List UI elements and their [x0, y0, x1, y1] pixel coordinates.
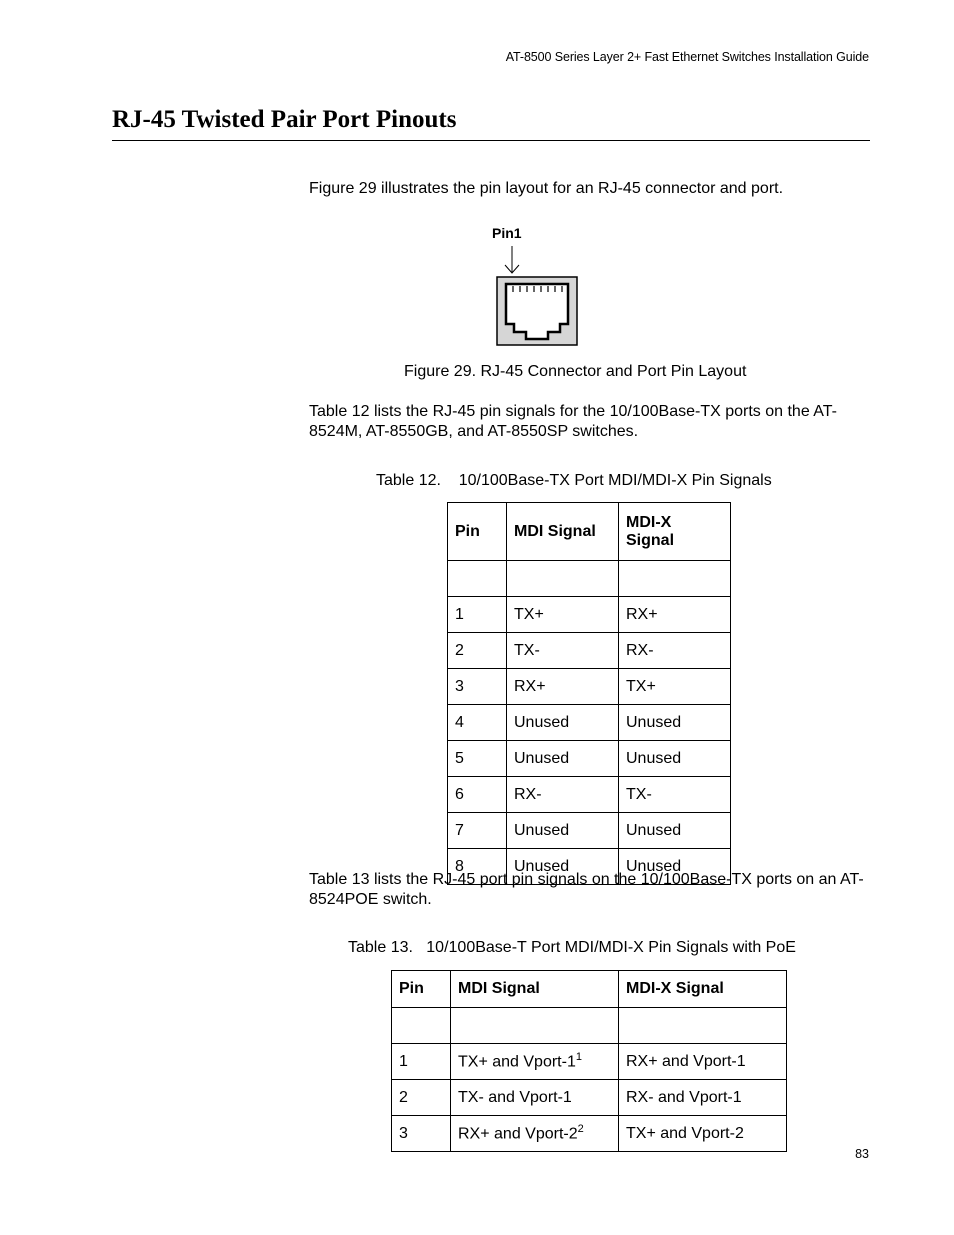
- table13: [391, 970, 787, 1152]
- section-title: RJ-45 Twisted Pair Port Pinouts: [112, 106, 457, 133]
- table12-caption-number: Table 12.: [376, 472, 441, 489]
- title-rule: [112, 140, 870, 141]
- mdi-signal-cell: RX+: [507, 669, 619, 705]
- pin-cell: 2: [448, 633, 507, 669]
- mdix-signal-cell: RX- and Vport-1: [619, 1080, 787, 1116]
- table12-header-mdi: MDI Signal: [507, 503, 619, 561]
- table-row: [392, 1116, 787, 1152]
- mdi-signal-text: TX+ and Vport-1: [458, 1053, 576, 1071]
- mdix-signal-cell: Unused: [619, 705, 731, 741]
- mdix-signal-cell: TX-: [619, 777, 731, 813]
- table12-header-row: [448, 503, 731, 561]
- table-row: [448, 741, 731, 777]
- table-row: [392, 1080, 787, 1116]
- table12-caption-title: 10/100Base-TX Port MDI/MDI-X Pin Signals: [458, 472, 772, 489]
- pin-cell: 8: [448, 849, 507, 885]
- pin-cell: 4: [448, 705, 507, 741]
- mdi-signal-cell: [451, 1044, 619, 1080]
- mdix-signal-cell: RX+ and Vport-1: [619, 1044, 787, 1080]
- mdix-signal-cell: RX-: [619, 633, 731, 669]
- mdix-signal-cell: TX+ and Vport-2: [619, 1116, 787, 1152]
- mdi-signal-cell: Unused: [507, 741, 619, 777]
- mdi-signal-cell: Unused: [507, 849, 619, 885]
- pin-cell: 7: [448, 813, 507, 849]
- table13-header-pin: Pin: [392, 971, 451, 1008]
- table-row: [448, 777, 731, 813]
- pin-cell: 1: [448, 597, 507, 633]
- pin-cell: 5: [448, 741, 507, 777]
- table12-header-pin: Pin: [448, 503, 507, 561]
- table13-intro-paragraph: Table 13 lists the RJ-45 port pin signals on the 10/100Base-TX ports on an AT-8524POE switch.: [309, 871, 864, 908]
- pin-cell: 2: [392, 1080, 451, 1116]
- table-row: [392, 1044, 787, 1080]
- mdi-signal-cell: [451, 1080, 619, 1116]
- footnote-marker: 1: [575, 1051, 582, 1064]
- table-row: [448, 597, 731, 633]
- pin-cell: 3: [448, 669, 507, 705]
- table13-header-mdi: MDI Signal: [451, 971, 619, 1008]
- mdi-signal-cell: RX-: [507, 777, 619, 813]
- mdi-signal-cell: TX+: [507, 597, 619, 633]
- pin1-label: Pin1: [492, 225, 522, 241]
- mdi-signal-cell: Unused: [507, 813, 619, 849]
- mdi-signal-text: RX+ and Vport-2: [458, 1125, 578, 1143]
- table-row: [448, 669, 731, 705]
- mdix-signal-cell: RX+: [619, 597, 731, 633]
- figure-caption: Figure 29. RJ-45 Connector and Port Pin Layout: [404, 363, 747, 380]
- table12: [447, 502, 731, 885]
- page-number: 83: [855, 1147, 869, 1161]
- table-row: [448, 705, 731, 741]
- pin-cell: 1: [392, 1044, 451, 1080]
- mdix-signal-cell: Unused: [619, 813, 731, 849]
- table13-caption-number: Table 13.: [348, 939, 413, 956]
- footnote-marker: 2: [577, 1123, 584, 1136]
- mdix-signal-cell: TX+: [619, 669, 731, 705]
- table13-caption-title: 10/100Base-T Port MDI/MDI-X Pin Signals with PoE: [426, 939, 796, 956]
- mdi-signal-text: TX- and Vport-1: [458, 1088, 572, 1106]
- table12-header-mdix: MDI-X Signal: [619, 503, 731, 561]
- table-row: [448, 633, 731, 669]
- pin1-arrow-icon: [502, 246, 522, 276]
- mdi-signal-cell: Unused: [507, 705, 619, 741]
- pin-cell: 6: [448, 777, 507, 813]
- rj45-port-diagram: [496, 276, 580, 348]
- table13-header-mdix: MDI-X Signal: [619, 971, 787, 1008]
- mdix-signal-cell: Unused: [619, 849, 731, 885]
- pin-cell: 3: [392, 1116, 451, 1152]
- table-row: [448, 813, 731, 849]
- table12-caption: [376, 472, 772, 490]
- intro-paragraph: Figure 29 illustrates the pin layout for an RJ-45 connector and port.: [309, 180, 784, 197]
- running-header: AT-8500 Series Layer 2+ Fast Ethernet Switches Installation Guide: [505, 50, 869, 64]
- mdix-signal-cell: Unused: [619, 741, 731, 777]
- table12-intro-paragraph: Table 12 lists the RJ-45 pin signals for the 10/100Base-TX ports on the AT-8524M, AT-8550GB, and AT-8550SP switches.: [309, 403, 837, 440]
- table13-header-row: [392, 971, 787, 1008]
- mdi-signal-cell: TX-: [507, 633, 619, 669]
- table13-caption: [348, 939, 796, 957]
- mdi-signal-cell: [451, 1116, 619, 1152]
